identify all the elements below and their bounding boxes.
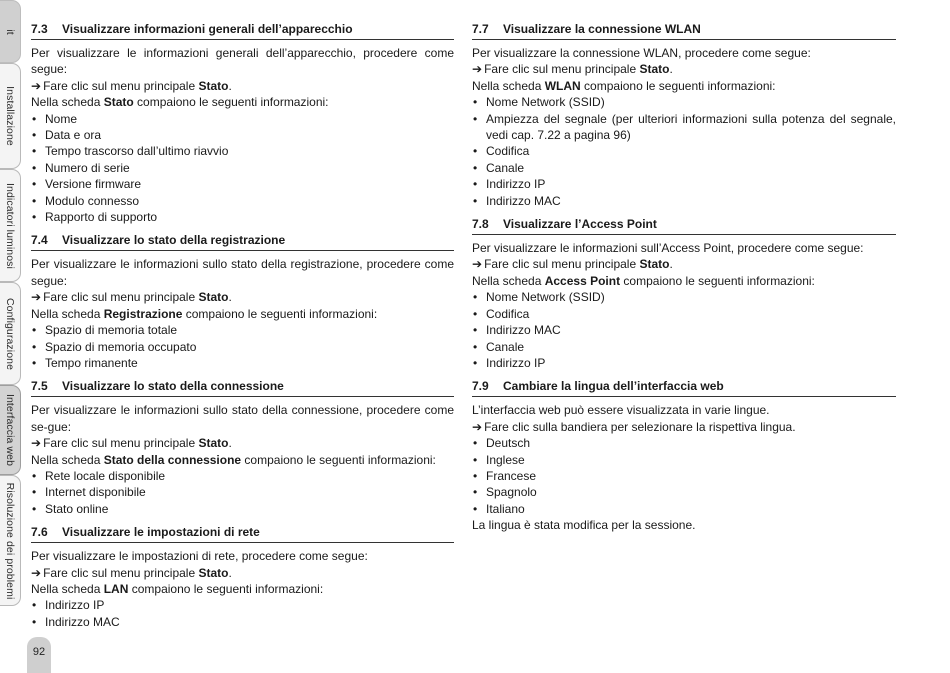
side-tab-installazione[interactable] [0,63,21,169]
tab-sentence [472,273,896,289]
tab-sentence [31,581,454,597]
instruction-step [31,565,454,581]
section-outro: La lingua è stata modifica per la sessione. [472,518,696,533]
tab-sentence-start: Nella scheda [31,95,104,110]
list-item: • Francese [472,468,896,484]
right-column [472,22,896,534]
menu-name: Stato [639,62,670,77]
tab-sentence [31,306,454,322]
tab-name: WLAN [544,78,581,93]
instruction-step [472,256,896,272]
menu-name: Stato [639,257,670,272]
section-7-3 [31,22,454,225]
list-item: • Data e ora [31,127,454,143]
list-item: • Stato online [31,501,454,517]
menu-name: Stato [198,565,229,580]
instruction-step [31,435,454,451]
info-list [31,468,454,517]
section-heading [31,379,454,397]
tab-sentence-end: compaiono le seguenti informazioni: [620,273,815,288]
menu-name: Stato [198,290,229,305]
list-item: • Internet disponibile [31,484,454,500]
tab-sentence [31,452,454,468]
tab-name: LAN [103,581,129,596]
arrow-right-icon: ➔ [472,419,483,434]
list-item: • Versione firmware [31,176,454,192]
step-text: Fare clic sul menu principale [43,565,199,580]
side-tab-label: it [4,28,16,35]
section-number: 7.6 [31,525,48,540]
side-tab-label: Installazione [4,86,16,146]
list-item: • Spazio di memoria occupato [31,339,454,355]
section-number: 7.5 [31,379,48,394]
side-tab-label: Interfaccia web [4,393,16,467]
arrow-right-icon: ➔ [31,78,42,93]
left-column [31,22,454,630]
tab-name: Registrazione [103,306,183,321]
tab-name: Stato della connessione [103,452,242,467]
list-item: • Spagnolo [472,484,896,500]
side-tab-risoluzione-dei-problemi[interactable] [0,475,21,606]
list-item: • Indirizzo MAC [472,193,896,209]
section-heading [472,217,896,235]
section-title: Visualizzare lo stato della connessione [62,379,284,394]
side-tab-configurazione[interactable] [0,282,21,385]
instruction-step [472,61,896,77]
section-intro: L’interfaccia web può essere visualizzata in varie lingue. [472,403,770,418]
tab-sentence [31,94,454,110]
tab-sentence-end: compaiono le seguenti informazioni: [241,452,436,467]
section-number: 7.9 [472,379,489,394]
section-7-5 [31,379,454,517]
info-list [31,322,454,371]
section-heading [31,22,454,40]
section-heading [472,379,896,397]
arrow-right-icon: ➔ [31,290,42,305]
side-tab-it[interactable] [0,0,21,63]
step-end: . [228,565,232,580]
list-item: • Codifica [472,143,896,159]
section-title: Visualizzare l’Access Point [503,217,657,232]
list-item: • Spazio di memoria totale [31,322,454,338]
section-number: 7.7 [472,22,489,36]
side-tab-label: Risoluzione dei problemi [4,482,16,599]
arrow-right-icon: ➔ [472,62,483,77]
list-item: • Canale [472,160,896,176]
section-intro: Per visualizzare la connessione WLAN, procedere come segue: [472,46,811,60]
tab-name: Stato [103,95,134,110]
list-item: • Canale [472,339,896,355]
step-text: Fare clic sul menu principale [484,257,640,272]
list-item: • Inglese [472,452,896,468]
arrow-right-icon: ➔ [31,436,42,451]
section-number: 7.3 [31,22,48,36]
section-7-4 [31,233,454,371]
instruction-step [31,289,454,305]
step-text: Fare clic sulla bandiera per selezionare la rispettiva lingua. [484,419,796,434]
section-intro: Per visualizzare le informazioni sullo stato della registrazione, procedere come segue: [31,257,454,288]
list-item: • Indirizzo IP [472,355,896,371]
side-tab-interfaccia-web[interactable] [0,385,21,475]
tab-sentence-start: Nella scheda [31,452,104,467]
list-item: • Ampiezza del segnale (per ulteriori informazioni sulla potenza del segnale, vedi cap. 7.22 a pagina 96) [472,111,896,144]
section-title: Visualizzare lo stato della registrazione [62,233,286,248]
section-title: Visualizzare la connessione WLAN [503,22,701,36]
language-list [472,435,896,517]
list-item: • Nome Network (SSID) [472,94,896,110]
tab-sentence-start: Nella scheda [472,273,545,288]
tab-sentence-start: Nella scheda [31,306,104,321]
instruction-step [31,78,454,94]
section-7-7 [472,22,896,209]
side-tab-navigation [0,0,22,669]
list-item: • Tempo rimanente [31,355,454,371]
arrow-right-icon: ➔ [472,257,483,272]
list-item: • Rete locale disponibile [31,468,454,484]
step-end: . [228,78,232,93]
step-end: . [669,62,673,77]
step-end: . [228,290,232,305]
info-list [472,94,896,209]
tab-sentence-end: compaiono le seguenti informazioni: [133,95,329,110]
section-title: Cambiare la lingua dell’interfaccia web [503,379,724,394]
side-tab-indicatori-luminosi[interactable] [0,169,21,282]
page-number [27,637,51,673]
side-tab-label: Configurazione [4,297,16,370]
menu-name: Stato [198,436,229,451]
page-number-text: 92 [32,646,46,658]
tab-sentence-start: Nella scheda [472,78,545,93]
side-tab-label: Indicatori luminosi [4,182,16,269]
step-end: . [228,436,232,451]
list-item: • Nome [31,111,454,127]
info-list [31,597,454,630]
section-number: 7.8 [472,217,489,232]
section-7-6 [31,525,454,630]
section-intro: Per visualizzare le informazioni generali dell’apparecchio, procedere come segue: [31,46,454,77]
step-end: . [669,257,673,272]
section-intro: Per visualizzare le informazioni sullo stato della connessione, procedere come se-gue: [31,403,454,434]
step-text: Fare clic sul menu principale [484,62,640,77]
section-intro: Per visualizzare le informazioni sull’Access Point, procedere come segue: [472,241,864,256]
section-7-8 [472,217,896,371]
list-item: • Rapporto di supporto [31,209,454,225]
section-heading [472,22,896,40]
list-item: • Deutsch [472,435,896,451]
menu-name: Stato [198,78,229,93]
list-item: • Modulo connesso [31,193,454,209]
step-text: Fare clic sul menu principale [43,290,199,305]
tab-sentence-end: compaiono le seguenti informazioni: [182,306,378,321]
list-item: • Codifica [472,306,896,322]
section-intro: Per visualizzare le impostazioni di rete, procedere come segue: [31,549,368,564]
step-text: Fare clic sul menu principale [43,436,199,451]
section-title: Visualizzare informazioni generali dell’apparecchio [62,22,353,36]
info-list [31,111,454,226]
section-heading [31,525,454,543]
step-text: Fare clic sul menu principale [43,78,199,93]
section-number: 7.4 [31,233,48,248]
list-item: • Nome Network (SSID) [472,289,896,305]
section-heading [31,233,454,251]
tab-sentence-end: compaiono le seguenti informazioni: [128,581,324,596]
info-list [472,289,896,371]
section-title: Visualizzare le impostazioni di rete [62,525,260,540]
instruction-step [472,419,896,435]
list-item: • Tempo trascorso dall’ultimo riavvio [31,143,454,159]
list-item: • Indirizzo IP [472,176,896,192]
list-item: • Indirizzo MAC [31,614,454,630]
arrow-right-icon: ➔ [31,565,42,580]
tab-sentence [472,78,896,94]
tab-sentence-end: compaiono le seguenti informazioni: [580,78,776,93]
list-item: • Indirizzo IP [31,597,454,613]
section-7-9 [472,379,896,533]
tab-sentence-start: Nella scheda [31,581,104,596]
list-item: • Numero di serie [31,160,454,176]
tab-name: Access Point [544,273,621,288]
list-item: • Indirizzo MAC [472,322,896,338]
list-item: • Italiano [472,501,896,517]
